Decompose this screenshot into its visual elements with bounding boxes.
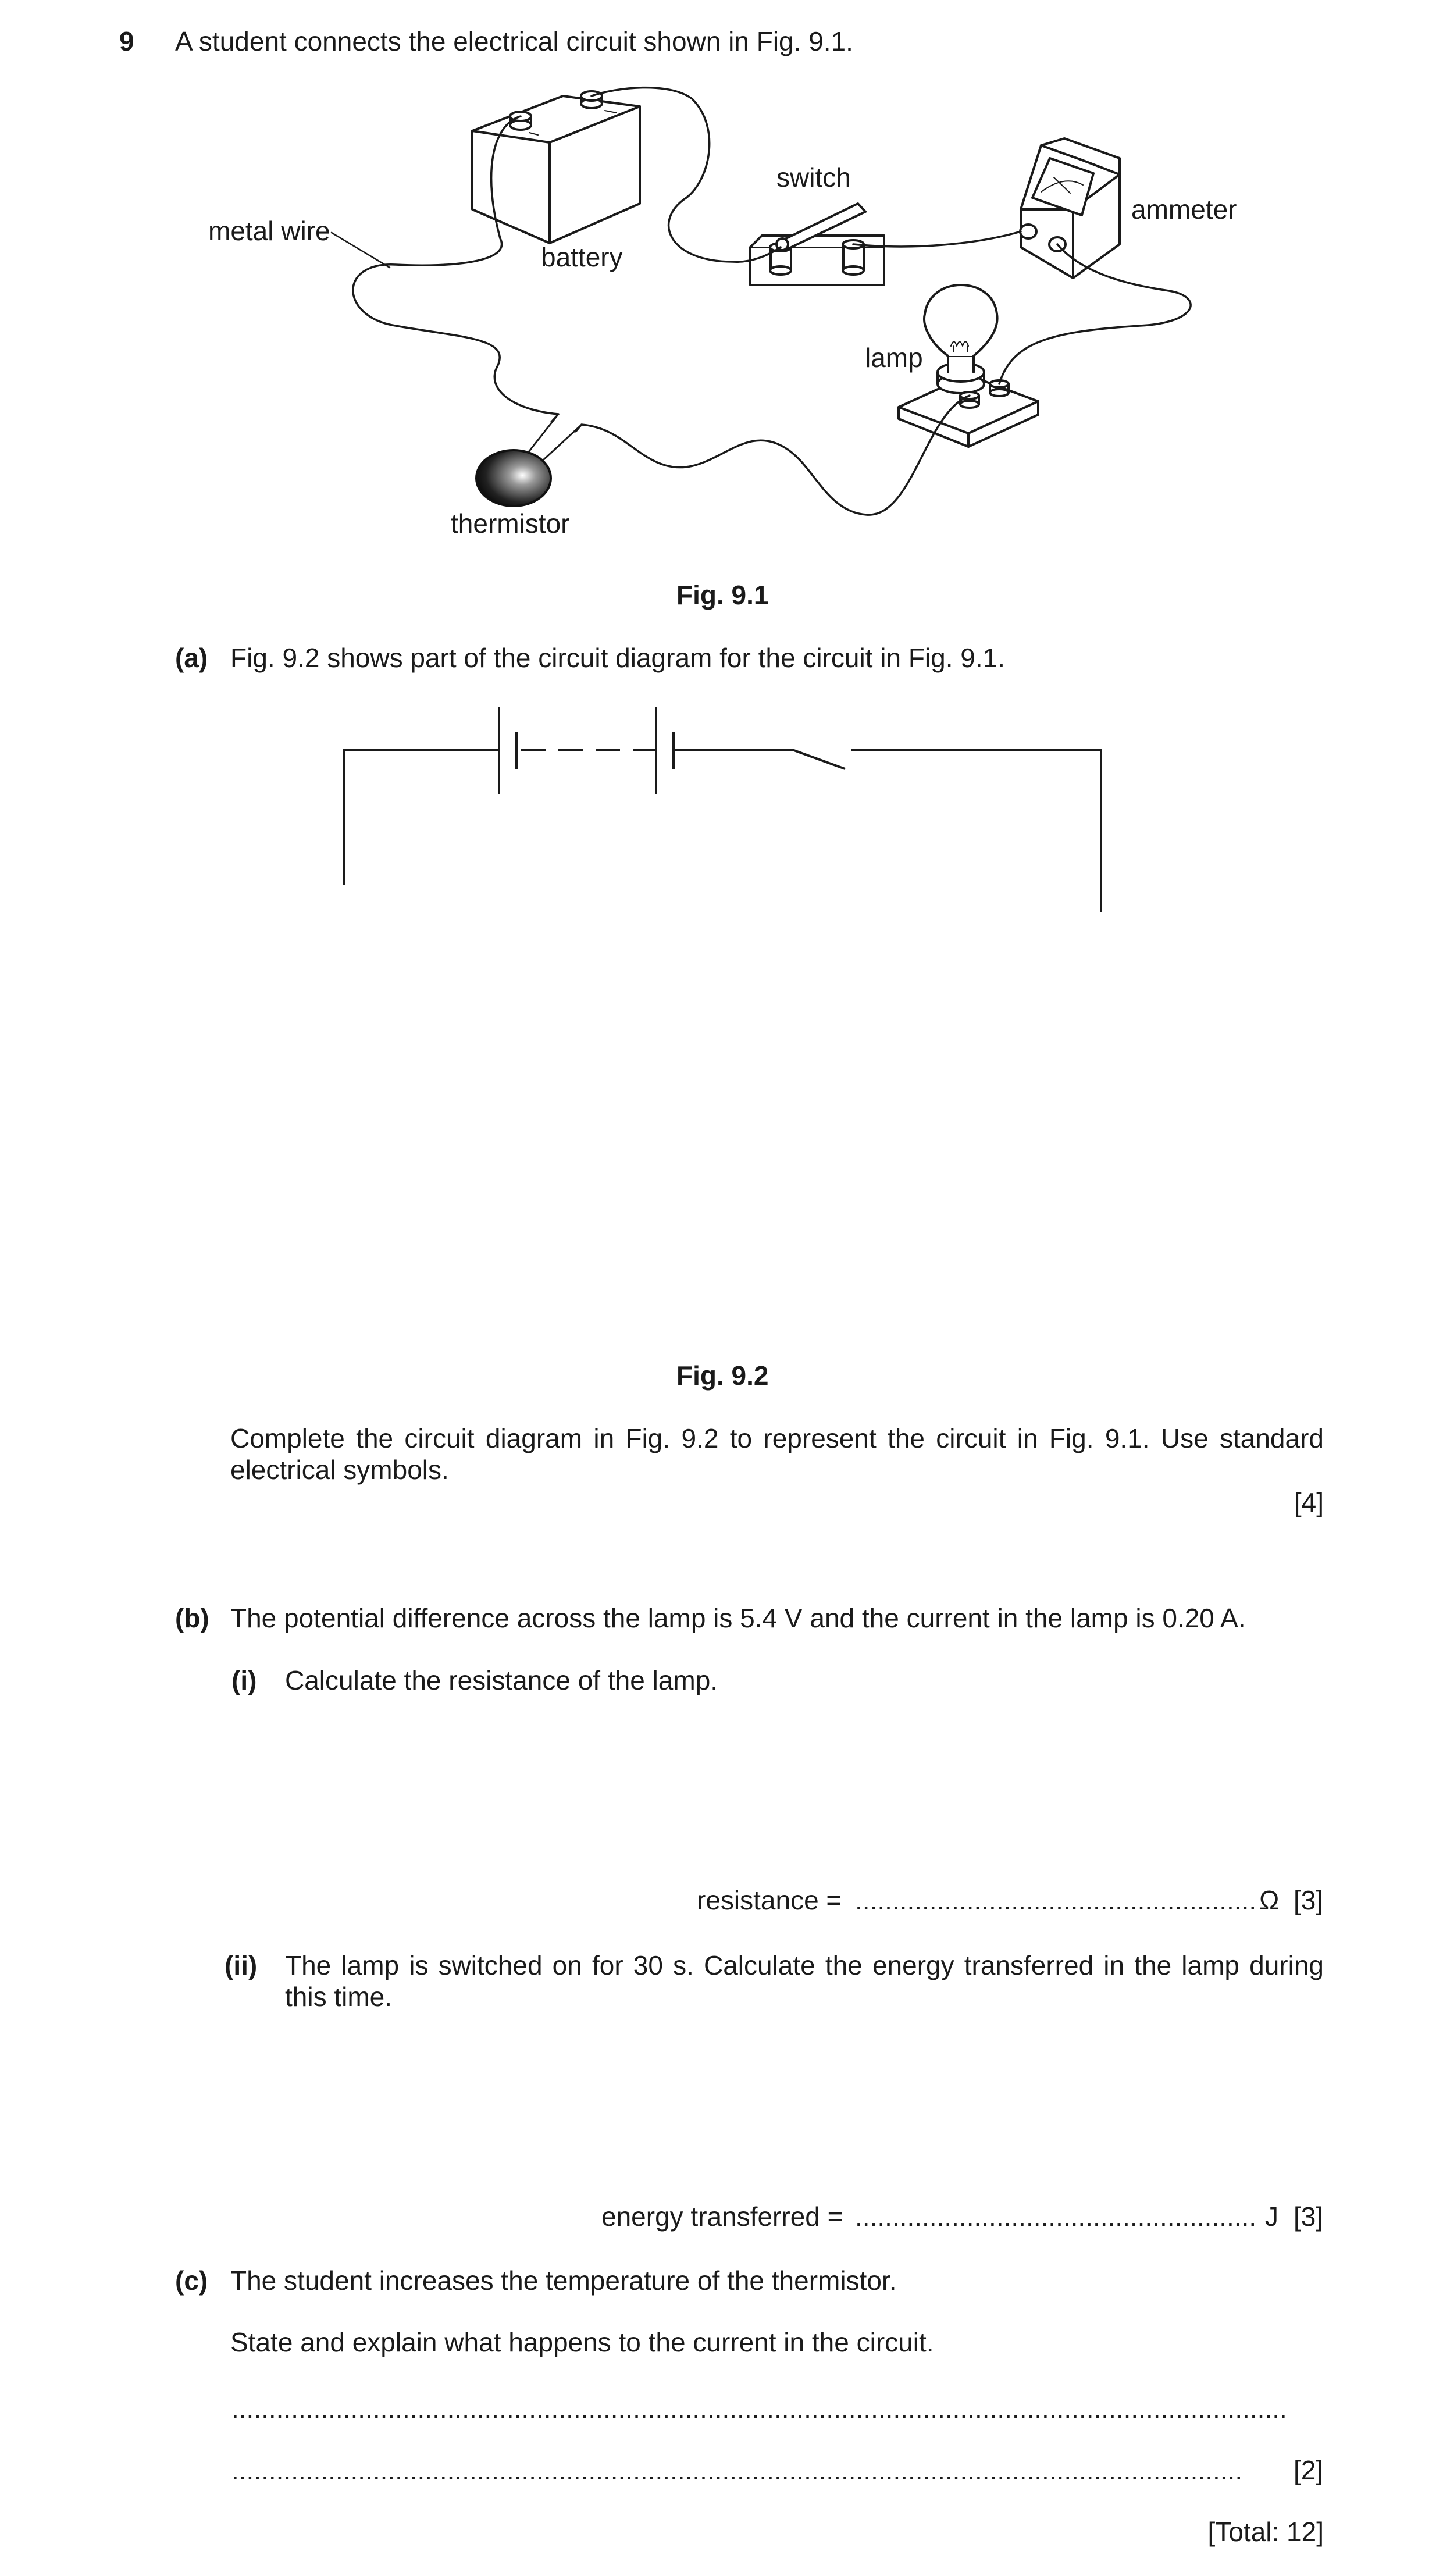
switch-blade [794, 750, 845, 769]
label-ammeter: ammeter [1131, 194, 1237, 225]
part-c-instruction: State and explain what happens to the current in the circuit. [230, 2327, 934, 2357]
label-metal-wire: metal wire [208, 216, 330, 246]
part-c-answer-line-1[interactable]: .............................................................................................................................................. [231, 2393, 1287, 2424]
resistance-answer-field[interactable]: ...................................................... [855, 1885, 1256, 1915]
part-a-instruction-line1: Complete the circuit diagram in Fig. 9.2 to represent the circuit in Fig. 9.1. Use standard [230, 1423, 1324, 1453]
resistance-answer-label: resistance = [697, 1885, 842, 1915]
part-b-i-text: Calculate the resistance of the lamp. [285, 1665, 718, 1695]
part-c-label: (c) [175, 2265, 208, 2296]
question-intro: A student connects the electrical circuit shown in Fig. 9.1. [175, 26, 853, 56]
part-a-label: (a) [175, 643, 208, 673]
part-a-instruction-line2: electrical symbols. [230, 1455, 449, 1485]
label-switch: switch [776, 162, 851, 193]
part-c-marks: [2] [1294, 2455, 1324, 2485]
resistance-unit: Ω [1259, 1885, 1280, 1915]
part-a-marks: [4] [1294, 1487, 1324, 1517]
label-lamp: lamp [865, 343, 923, 373]
part-b-ii-text-line2: this time. [285, 1982, 393, 2012]
battery-drawing [472, 91, 640, 243]
part-b-i-marks: [3] [1294, 1885, 1324, 1915]
total-marks: [Total: 12] [1207, 2517, 1324, 2547]
part-b-ii-label: (ii) [225, 1950, 258, 1980]
fig-9-1-caption: Fig. 9.1 [676, 580, 769, 610]
part-c-text: The student increases the temperature of the thermistor. [230, 2265, 897, 2296]
part-c-answer-line-2[interactable]: ........................................................................................................................................ [231, 2455, 1243, 2485]
energy-unit: J [1265, 2201, 1278, 2232]
fig-9-1-illustration [0, 0, 1443, 582]
part-b-ii-marks: [3] [1294, 2201, 1324, 2232]
energy-answer-label: energy transferred = [601, 2201, 843, 2232]
thermistor-drawing [476, 414, 582, 506]
label-thermistor: thermistor [451, 508, 570, 539]
question-number: 9 [119, 26, 134, 56]
fig-9-2-caption: Fig. 9.2 [676, 1360, 769, 1391]
energy-answer-field[interactable]: ...................................................... [855, 2201, 1257, 2232]
part-a-text: Fig. 9.2 shows part of the circuit diagram for the circuit in Fig. 9.1. [230, 643, 1006, 673]
part-b-i-label: (i) [231, 1665, 257, 1695]
part-b-ii-text-line1: The lamp is switched on for 30 s. Calculate the energy transferred in the lamp during [285, 1950, 1324, 1980]
label-battery: battery [541, 242, 623, 272]
part-b-label: (b) [175, 1603, 209, 1633]
part-b-text: The potential difference across the lamp is 5.4 V and the current in the lamp is 0.20 A. [230, 1603, 1246, 1633]
